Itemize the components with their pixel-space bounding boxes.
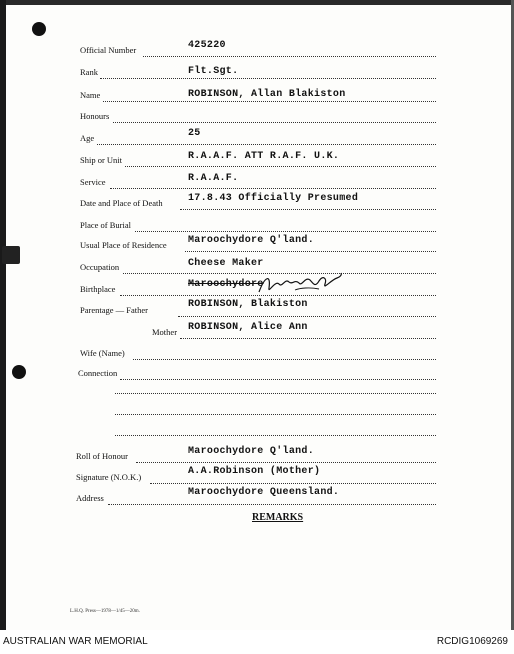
label-mother: Mother <box>152 327 178 337</box>
value-name: ROBINSON, Allan Blakiston <box>188 89 346 100</box>
value-roll-of-honour: Maroochydore Q'land. <box>188 446 315 457</box>
label-roll-of-honour: Roll of Honour <box>76 451 128 461</box>
value-usual-residence: Maroochydore Q'land. <box>188 235 315 246</box>
label-place-of-burial: Place of Burial <box>80 220 131 230</box>
dotline <box>100 78 436 79</box>
label-name: Name <box>80 90 101 100</box>
punch-hole-middle <box>12 365 26 379</box>
dotline <box>136 462 436 463</box>
punch-hole-top <box>32 22 46 36</box>
label-wife: Wife (Name) <box>80 348 125 358</box>
dotline <box>150 483 436 484</box>
value-birthplace: Maroochydore <box>188 279 264 290</box>
remarks-heading: REMARKS <box>252 512 304 523</box>
label-connection: Connection <box>78 368 118 378</box>
dotline <box>180 209 436 210</box>
birthplace-handwritten-annotation <box>255 270 345 298</box>
value-father: ROBINSON, Blakiston <box>188 299 308 310</box>
connection-line <box>115 435 436 436</box>
footer-institution: AUSTRALIAN WAR MEMORIAL <box>3 636 148 647</box>
dotline <box>180 338 436 339</box>
value-date-place-of-death: 17.8.43 Officially Presumed <box>188 193 359 204</box>
scan-edge-left <box>0 0 6 654</box>
value-service: R.A.A.F. <box>188 173 239 184</box>
label-honours: Honours <box>80 111 110 121</box>
dotline <box>120 379 436 380</box>
label-usual-residence: Usual Place of Residence <box>80 240 167 250</box>
label-father: Parentage — Father <box>80 305 148 315</box>
label-age: Age <box>80 133 95 143</box>
connection-line <box>115 414 436 415</box>
label-service: Service <box>80 177 106 187</box>
dotline <box>108 504 436 505</box>
label-occupation: Occupation <box>80 262 120 272</box>
label-birthplace: Birthplace <box>80 284 116 294</box>
footer-record-id: RCDIG1069269 <box>436 636 508 647</box>
label-address: Address <box>76 493 104 503</box>
label-ship-or-unit: Ship or Unit <box>80 155 123 165</box>
dotline <box>143 56 436 57</box>
dotline <box>97 144 436 145</box>
dotline <box>103 101 436 102</box>
label-date-place-of-death: Date and Place of Death <box>80 198 163 208</box>
label-signature-nok: Signature (N.O.K.) <box>76 472 142 482</box>
value-age: 25 <box>188 128 201 139</box>
binding-notch <box>2 246 20 264</box>
dotline <box>135 231 436 232</box>
label-official-number: Official Number <box>80 45 137 55</box>
value-mother: ROBINSON, Alice Ann <box>188 322 308 333</box>
value-occupation: Cheese Maker <box>188 258 264 269</box>
dotline <box>110 188 436 189</box>
value-signature-nok: A.A.Robinson (Mother) <box>188 466 321 477</box>
printer-imprint: L.H.Q. Press—1978—1/45—20m. <box>70 609 140 614</box>
dotline <box>185 251 436 252</box>
dotline <box>178 316 436 317</box>
value-rank: Flt.Sgt. <box>188 66 239 77</box>
connection-line <box>115 393 436 394</box>
label-rank: Rank <box>80 67 98 77</box>
scan-edge-top <box>0 0 514 5</box>
dotline <box>125 166 436 167</box>
value-address: Maroochydore Queensland. <box>188 487 340 498</box>
dotline <box>113 122 436 123</box>
dotline <box>133 359 436 360</box>
value-ship-or-unit: R.A.A.F. ATT R.A.F. U.K. <box>188 151 340 162</box>
value-official-number: 425220 <box>188 40 226 51</box>
